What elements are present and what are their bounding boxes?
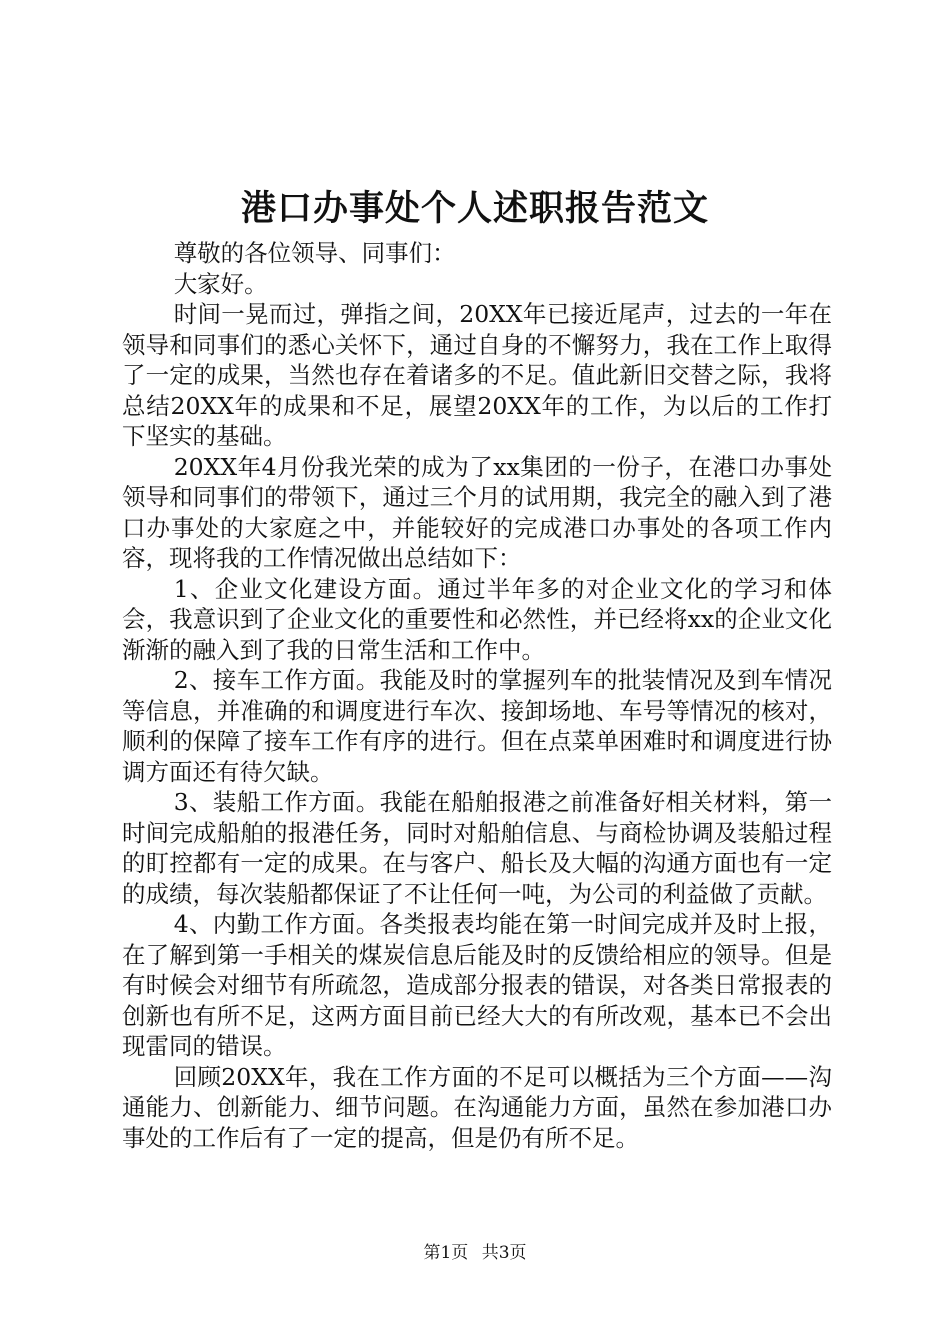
- paragraph-item-1: 1、企业文化建设方面。通过半年多的对企业文化的学习和体会，我意识到了企业文化的重要性和必然性，并已经将xx的企业文化渐渐的融入到了我的日常生活和工作中。: [122, 574, 832, 664]
- paragraph-item-4: 4、内勤工作方面。各类报表均能在第一时间完成并及时上报，在了解到第一手相关的煤炭信息后能及时的反馈给相应的领导。但是有时候会对细节有所疏忽，造成部分报表的错误，对各类日常报表的创新也有所不足，这两方面目前已经大大的有所改观，基本已不会出现雷同的错误。: [122, 910, 832, 1060]
- page-total: 共3页: [481, 1243, 527, 1263]
- paragraph-item-3: 3、装船工作方面。我能在船舶报港之前准备好相关材料，第一时间完成船舶的报港任务，同时对船舶信息、与商检协调及装船过程的盯控都有一定的成果。在与客户、船长及大幅的沟通方面也有一定的成绩，每次装船都保证了不让任何一吨，为公司的利益做了贡献。: [122, 788, 832, 908]
- salutation: 尊敬的各位领导、同事们：: [173, 239, 456, 267]
- greeting: 大家好。: [173, 269, 268, 298]
- paragraph-review: 回顾20XX年，我在工作方面的不足可以概括为三个方面——沟通能力、创新能力、细节问题。在沟通能力方面，虽然在参加港口办事处的工作后有了一定的提高，但是仍有所不足。: [122, 1062, 832, 1152]
- document-body: [122, 238, 832, 1153]
- paragraph-joining: 20XX年4月份我光荣的成为了xx集团的一份子，在港口办事处领导和同事们的带领下，通过三个月的试用期，我完全的融入到了港口办事处的大家庭之中，并能较好的完成港口办事处的各项工作内容，现将我的工作情况做出总结如下：: [122, 452, 832, 572]
- page-footer: [0, 1241, 950, 1265]
- page-number: 第1页: [423, 1243, 469, 1263]
- document-title: 港口办事处个人述职报告范文: [240, 188, 709, 229]
- paragraph-item-2: 2、接车工作方面。我能及时的掌握列车的批装情况及到车情况等信息，并准确的和调度进行车次、接卸场地、车号等情况的核对，顺利的保障了接车工作有序的进行。但在点菜单困难时和调度进行协调方面还有待欠缺。: [122, 666, 832, 786]
- paragraph-intro: 时间一晃而过，弹指之间，20XX年已接近尾声，过去的一年在领导和同事们的悉心关怀下，通过自身的不懈努力，我在工作上取得了一定的成果，当然也存在着诸多的不足。值此新旧交替之际，我将总结20XX年的成果和不足，展望20XX年的工作，为以后的工作打下坚实的基础。: [122, 300, 832, 450]
